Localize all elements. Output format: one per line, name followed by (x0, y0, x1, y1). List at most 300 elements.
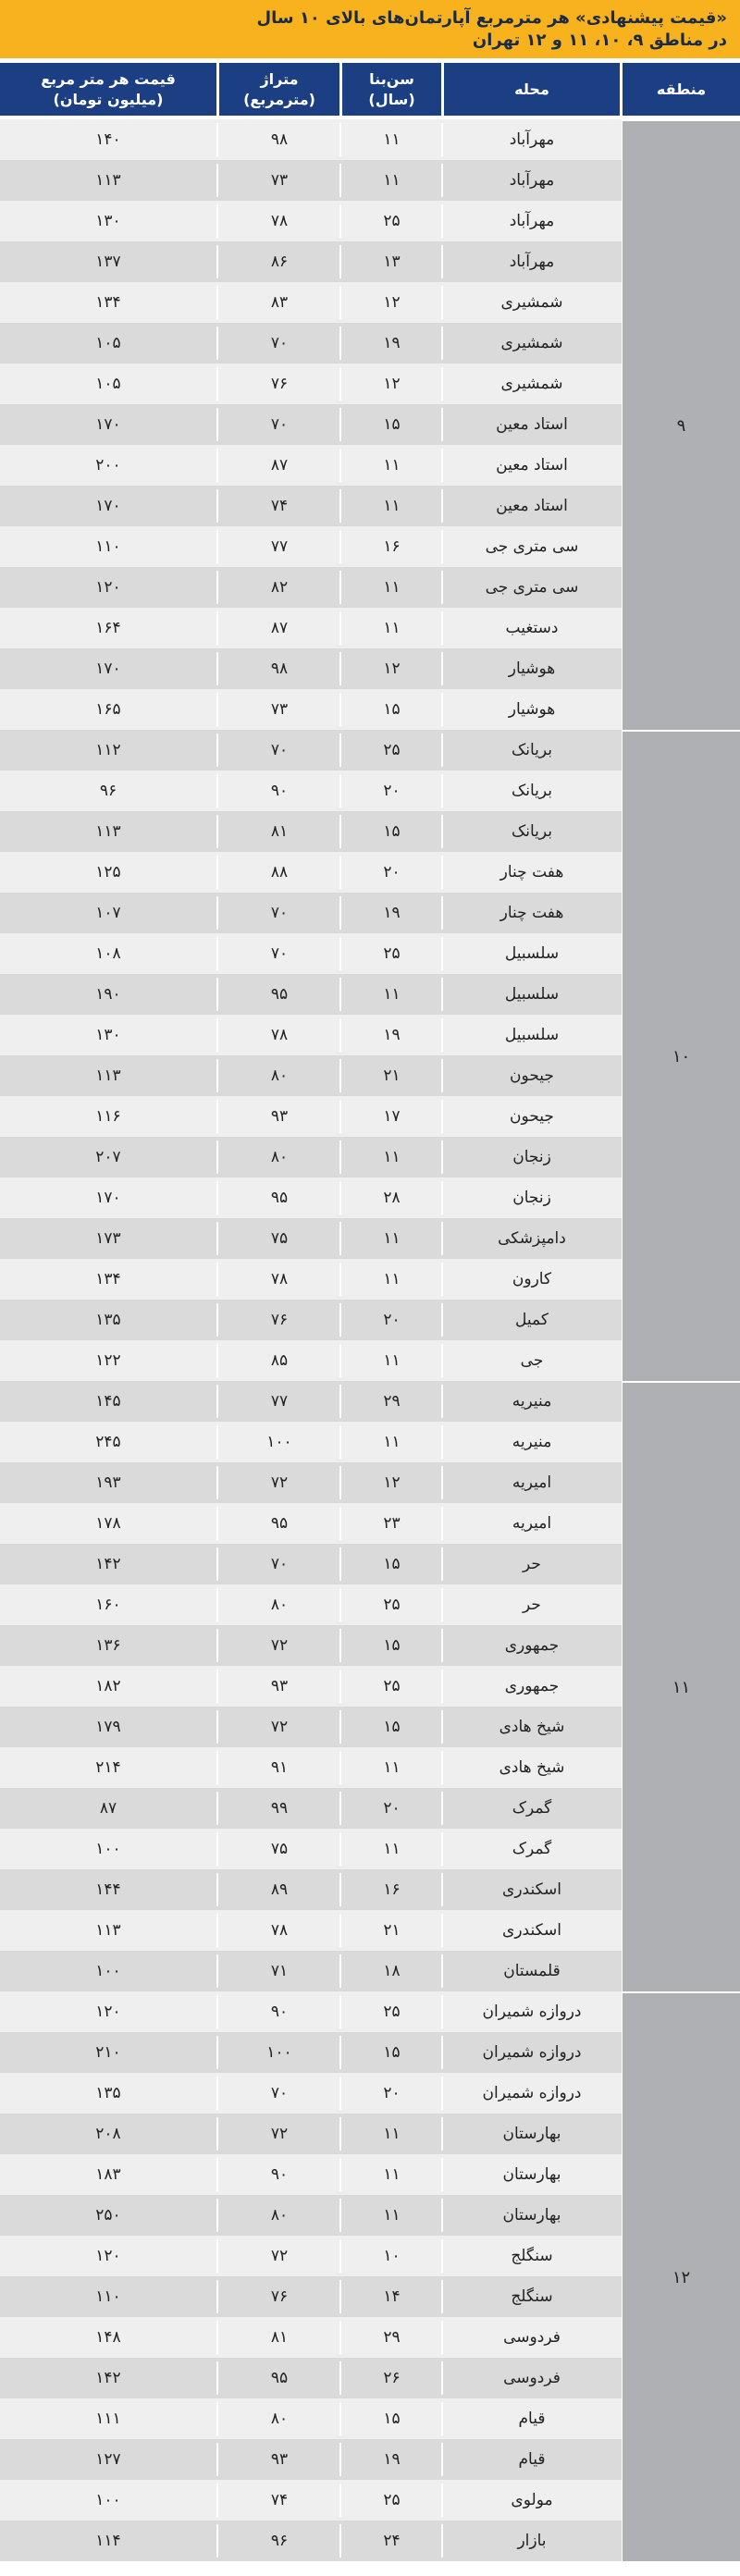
column-divider (339, 1547, 341, 1581)
column-divider (216, 1547, 218, 1581)
column-divider (339, 1914, 341, 1947)
cell-age: ۲۵ (383, 2003, 401, 2021)
cell-area: ۹۳ (270, 2450, 289, 2469)
cell-age: ۱۹ (383, 904, 401, 922)
column-divider (216, 611, 218, 645)
column-divider (216, 123, 218, 156)
cell-age: ۱۲ (383, 375, 401, 393)
table-row (0, 1707, 622, 1747)
column-divider (339, 1832, 341, 1866)
cell-neighborhood: دروازه شمیران (482, 2003, 582, 2021)
table-row (0, 1015, 622, 1055)
table-row (0, 445, 622, 486)
cell-price: ۲۵۰ (95, 2206, 121, 2225)
table-row (0, 770, 622, 811)
table-row (0, 2521, 622, 2561)
cell-neighborhood: سی متری جی (485, 537, 579, 556)
cell-area: ۷۴ (270, 2491, 289, 2509)
cell-age: ۱۱ (383, 1229, 401, 1248)
cell-area: ۷۲ (270, 1718, 289, 1736)
table-row (0, 1910, 622, 1951)
column-divider (339, 1018, 341, 1052)
column-divider (339, 1670, 341, 1703)
cell-price: ۱۳۵ (95, 2084, 121, 2102)
cell-price: ۲۴۵ (95, 1433, 121, 1451)
column-divider (441, 2280, 443, 2313)
column-divider (441, 1222, 443, 1255)
column-divider (216, 1588, 218, 1621)
cell-area: ۹۳ (270, 1677, 289, 1695)
column-divider (339, 815, 341, 848)
column-divider (441, 896, 443, 930)
column-divider (216, 2484, 218, 2517)
column-divider (216, 1385, 218, 1418)
table-row (0, 689, 622, 730)
column-divider (339, 123, 341, 156)
column-divider (441, 571, 443, 604)
cell-neighborhood: دستغیب (505, 619, 559, 637)
cell-area: ۸۹ (270, 1880, 289, 1899)
cell-area: ۷۷ (270, 537, 289, 556)
cell-area: ۷۳ (270, 700, 289, 719)
table-row (0, 1218, 622, 1259)
column-divider (216, 1792, 218, 1825)
cell-area: ۸۶ (270, 253, 289, 271)
column-divider (441, 2158, 443, 2191)
table-row (0, 160, 622, 201)
table-row (0, 1462, 622, 1503)
zone-cell: ۱۲ (623, 1991, 740, 2561)
cell-age: ۱۱ (383, 2206, 401, 2225)
cell-area: ۸۳ (270, 293, 289, 312)
cell-price: ۱۲۰ (95, 2003, 121, 2021)
cell-price: ۱۱۴ (95, 2532, 121, 2550)
cell-area: ۷۸ (270, 1921, 289, 1940)
cell-price: ۱۸۳ (95, 2165, 121, 2184)
table-row (0, 648, 622, 689)
column-divider (216, 2199, 218, 2232)
column-divider (441, 367, 443, 401)
column-divider (339, 2524, 341, 2558)
column-divider (339, 367, 341, 401)
table-row (0, 852, 622, 893)
table-row (0, 2195, 622, 2236)
cell-area: ۷۶ (270, 2287, 289, 2306)
column-divider (339, 774, 341, 807)
cell-age: ۲۰ (383, 782, 401, 800)
cell-age: ۲۹ (383, 1392, 401, 1411)
cell-area: ۷۰ (270, 2084, 289, 2102)
cell-area: ۷۵ (270, 1229, 289, 1248)
column-divider (441, 2402, 443, 2435)
column-divider (216, 1832, 218, 1866)
table-row (0, 201, 622, 241)
cell-price: ۱۳۰ (95, 212, 121, 230)
column-divider (441, 2524, 443, 2558)
cell-neighborhood: سنگلج (511, 2287, 553, 2306)
cell-age: ۲۶ (383, 2369, 401, 2387)
column-divider (441, 815, 443, 848)
table-row (0, 282, 622, 323)
column-divider (339, 571, 341, 604)
column-divider (216, 1873, 218, 1906)
cell-area: ۹۰ (270, 782, 289, 800)
cell-age: ۱۰ (383, 2247, 401, 2265)
column-divider (339, 1263, 341, 1296)
column-divider (441, 1995, 443, 2028)
cell-price: ۲۰۷ (95, 1148, 121, 1166)
cell-neighborhood: بریانک (512, 822, 552, 841)
cell-neighborhood: سلسبیل (504, 1026, 560, 1044)
cell-price: ۱۴۴ (95, 1880, 121, 1899)
column-divider (441, 1588, 443, 1621)
cell-neighborhood: دروازه شمیران (482, 2084, 582, 2102)
cell-age: ۲۰ (383, 863, 401, 881)
cell-age: ۱۶ (383, 1880, 401, 1899)
cell-age: ۱۱ (383, 1148, 401, 1166)
cell-neighborhood: استاد معین (496, 497, 568, 515)
column-divider (339, 1792, 341, 1825)
table-row (0, 1544, 622, 1584)
cell-age: ۱۷ (383, 1107, 401, 1126)
column-divider (216, 327, 218, 360)
cell-neighborhood: شمشیری (500, 334, 563, 352)
column-divider (216, 1914, 218, 1947)
cell-price: ۱۱۳ (95, 1921, 121, 1940)
cell-age: ۱۱ (383, 1270, 401, 1288)
column-divider (441, 1547, 443, 1581)
column-divider (216, 1222, 218, 1255)
cell-price: ۱۱۶ (95, 1107, 121, 1126)
column-divider (441, 204, 443, 238)
zone-cell: ۱۰ (623, 730, 740, 1381)
column-divider (339, 2158, 341, 2191)
column-divider (441, 1629, 443, 1662)
cell-age: ۲۰ (383, 1311, 401, 1329)
column-divider (339, 1181, 341, 1214)
cell-neighborhood: امیریه (512, 1514, 552, 1533)
cell-area: ۷۰ (270, 904, 289, 922)
cell-area: ۷۰ (270, 741, 289, 759)
column-divider (339, 1629, 341, 1662)
cell-price: ۱۷۹ (95, 1718, 121, 1736)
cell-price: ۸۷ (99, 1799, 117, 1818)
column-divider (339, 530, 341, 563)
column-divider (216, 2036, 218, 2069)
cell-age: ۱۲ (383, 293, 401, 312)
table-row (0, 1869, 622, 1910)
cell-neighborhood: جیحون (510, 1066, 554, 1085)
cell-area: ۸۸ (270, 863, 289, 881)
cell-area: ۹۳ (270, 1107, 289, 1126)
cell-age: ۱۵ (383, 1555, 401, 1573)
cell-neighborhood: دامپزشکی (498, 1229, 566, 1248)
column-divider (441, 408, 443, 441)
column-divider (441, 1710, 443, 1744)
cell-age: ۱۵ (383, 822, 401, 841)
header-age: سن‌بنا (سال) (342, 63, 441, 116)
column-divider (216, 1507, 218, 1540)
column-divider (441, 530, 443, 563)
column-divider (216, 1466, 218, 1499)
column-divider (441, 652, 443, 685)
cell-age: ۱۱ (383, 578, 401, 597)
table-row (0, 1137, 622, 1177)
cell-age: ۲۵ (383, 212, 401, 230)
table-row (0, 1177, 622, 1218)
cell-area: ۷۰ (270, 944, 289, 963)
table-row (0, 1381, 622, 1422)
column-divider (441, 1792, 443, 1825)
table-row (0, 1625, 622, 1666)
table-row (0, 2317, 622, 2358)
column-divider (216, 1425, 218, 1459)
column-divider (216, 733, 218, 767)
cell-age: ۱۵ (383, 1718, 401, 1736)
cell-price: ۹۶ (99, 782, 117, 800)
column-divider (339, 1995, 341, 2028)
title-bar (0, 0, 740, 58)
cell-neighborhood: قیام (518, 2410, 546, 2428)
column-divider (441, 693, 443, 726)
cell-neighborhood: حر (523, 1555, 541, 1573)
cell-neighborhood: بریانک (512, 782, 552, 800)
cell-neighborhood: منیریه (512, 1433, 552, 1451)
cell-age: ۱۲ (383, 1473, 401, 1492)
column-divider (441, 1425, 443, 1459)
table-row (0, 811, 622, 852)
column-divider (216, 1018, 218, 1052)
column-divider (441, 1263, 443, 1296)
column-divider (216, 164, 218, 197)
column-divider (441, 245, 443, 278)
cell-age: ۱۱ (383, 2125, 401, 2143)
cell-price: ۱۹۳ (95, 1473, 121, 1492)
cell-age: ۲۵ (383, 1596, 401, 1614)
column-divider (441, 2199, 443, 2232)
cell-price: ۱۴۲ (95, 2369, 121, 2387)
cell-area: ۷۸ (270, 1270, 289, 1288)
table-row (0, 1259, 622, 1300)
column-divider (216, 693, 218, 726)
cell-price: ۱۴۵ (95, 1392, 121, 1411)
header-zone: منطقه (623, 63, 740, 116)
column-divider (339, 1751, 341, 1784)
table-row (0, 1829, 622, 1869)
cell-price: ۲۱۴ (95, 1758, 121, 1777)
cell-area: ۷۴ (270, 497, 289, 515)
column-divider (441, 2361, 443, 2395)
cell-age: ۲۳ (383, 1514, 401, 1533)
cell-area: ۸۱ (270, 2328, 289, 2347)
cell-age: ۱۱ (383, 1840, 401, 1858)
column-divider (339, 856, 341, 889)
column-divider (441, 2321, 443, 2354)
table-row (0, 2073, 622, 2114)
cell-age: ۲۹ (383, 2328, 401, 2347)
table-row (0, 2358, 622, 2398)
cell-neighborhood: شیخ هادی (499, 1718, 565, 1736)
table-row (0, 1300, 622, 1340)
column-divider (216, 449, 218, 482)
column-divider (216, 1303, 218, 1337)
column-divider (339, 2239, 341, 2273)
column-divider (441, 1507, 443, 1540)
column-divider (441, 733, 443, 767)
cell-neighborhood: هفت چنار (500, 904, 564, 922)
cell-price: ۱۷۸ (95, 1514, 121, 1533)
cell-age: ۱۱ (383, 130, 401, 149)
cell-area: ۷۶ (270, 1311, 289, 1329)
cell-price: ۲۰۰ (95, 456, 121, 475)
cell-area: ۹۵ (270, 1514, 289, 1533)
header-neighborhood: محله (444, 63, 620, 116)
column-divider (441, 2077, 443, 2110)
cell-neighborhood: سلسبیل (504, 944, 560, 963)
column-divider (216, 2280, 218, 2313)
column-divider (339, 1954, 341, 1988)
column-divider (339, 1466, 341, 1499)
cell-area: ۹۰ (270, 2165, 289, 2184)
cell-area: ۹۸ (270, 659, 289, 678)
cell-area: ۷۱ (270, 1962, 289, 1980)
column-divider (216, 1954, 218, 1988)
column-divider (441, 611, 443, 645)
column-divider (216, 937, 218, 970)
table-row (0, 893, 622, 933)
cell-price: ۱۷۰ (95, 415, 121, 434)
cell-price: ۱۰۸ (95, 944, 121, 963)
cell-neighborhood: زنجان (512, 1148, 551, 1166)
cell-price: ۱۴۲ (95, 1555, 121, 1573)
cell-area: ۸۰ (270, 2206, 289, 2225)
cell-price: ۱۲۰ (95, 2247, 121, 2265)
cell-area: ۷۲ (270, 1473, 289, 1492)
column-divider (216, 1181, 218, 1214)
cell-neighborhood: استاد معین (496, 456, 568, 475)
cell-neighborhood: زنجان (512, 1189, 551, 1207)
column-divider (339, 2361, 341, 2395)
column-divider (216, 1751, 218, 1784)
cell-price: ۱۶۴ (95, 619, 121, 637)
cell-neighborhood: بازار (517, 2532, 547, 2550)
cell-price: ۱۷۰ (95, 497, 121, 515)
column-divider (339, 408, 341, 441)
column-divider (441, 1018, 443, 1052)
cell-price: ۱۳۰ (95, 1026, 121, 1044)
column-divider (216, 652, 218, 685)
cell-age: ۲۰ (383, 2084, 401, 2102)
table-header-row (0, 58, 740, 119)
table-row (0, 1788, 622, 1829)
column-divider (216, 856, 218, 889)
cell-age: ۱۱ (383, 2165, 401, 2184)
table-row (0, 119, 622, 160)
column-divider (339, 896, 341, 930)
table-row (0, 1422, 622, 1462)
table-row (0, 323, 622, 364)
column-divider (339, 489, 341, 523)
cell-neighborhood: استاد معین (496, 415, 568, 434)
cell-age: ۱۱ (383, 619, 401, 637)
column-divider (216, 1710, 218, 1744)
cell-price: ۲۱۰ (95, 2043, 121, 2062)
column-divider (441, 978, 443, 1011)
cell-neighborhood: شیخ هادی (499, 1758, 565, 1777)
cell-price: ۱۱۰ (95, 537, 121, 556)
table-row (0, 2154, 622, 2195)
cell-area: ۷۲ (270, 2125, 289, 2143)
column-divider (216, 571, 218, 604)
table-row (0, 1991, 622, 2032)
cell-price: ۱۳۵ (95, 1311, 121, 1329)
column-divider (339, 652, 341, 685)
column-divider (216, 2402, 218, 2435)
cell-price: ۱۲۲ (95, 1351, 121, 1370)
cell-area: ۷۶ (270, 375, 289, 393)
cell-price: ۱۷۳ (95, 1229, 121, 1248)
cell-age: ۱۴ (383, 2287, 401, 2306)
column-divider (339, 2402, 341, 2435)
cell-neighborhood: سنگلج (511, 2247, 553, 2265)
cell-neighborhood: بهارستان (502, 2165, 561, 2184)
cell-price: ۱۰۰ (95, 2491, 121, 2509)
cell-price: ۱۱۰ (95, 2287, 121, 2306)
cell-age: ۱۱ (383, 497, 401, 515)
cell-neighborhood: فردوسی (503, 2369, 561, 2387)
table-row (0, 2032, 622, 2073)
table-row (0, 486, 622, 526)
column-divider (339, 1385, 341, 1418)
cell-price: ۱۲۷ (95, 2450, 121, 2469)
cell-neighborhood: جمهوری (504, 1636, 560, 1655)
cell-neighborhood: فردوسی (503, 2328, 561, 2347)
column-divider (339, 2484, 341, 2517)
column-divider (441, 123, 443, 156)
column-divider (339, 286, 341, 319)
cell-area: ۹۱ (270, 1758, 289, 1777)
cell-neighborhood: شمشیری (500, 375, 563, 393)
column-divider (339, 1303, 341, 1337)
cell-area: ۹۵ (270, 2369, 289, 2387)
cell-price: ۱۱۳ (95, 171, 121, 190)
column-divider (339, 245, 341, 278)
cell-age: ۱۱ (383, 1351, 401, 1370)
cell-neighborhood: گمرک (512, 1799, 552, 1818)
column-divider (441, 2117, 443, 2151)
column-divider (216, 2239, 218, 2273)
column-divider (216, 978, 218, 1011)
cell-area: ۹۸ (270, 130, 289, 149)
cell-neighborhood: بریانک (512, 741, 552, 759)
cell-price: ۱۳۶ (95, 1636, 121, 1655)
column-divider (339, 449, 341, 482)
column-divider (441, 1670, 443, 1703)
column-divider (441, 449, 443, 482)
column-divider (441, 1140, 443, 1174)
column-divider (441, 1059, 443, 1092)
cell-neighborhood: هوشیار (508, 659, 556, 678)
column-divider (441, 1100, 443, 1133)
column-divider (339, 1222, 341, 1255)
cell-price: ۲۰۸ (95, 2125, 121, 2143)
header-price: قیمت هر متر مربع (میلیون تومان) (0, 63, 216, 116)
cell-age: ۱۱ (383, 456, 401, 475)
column-divider (216, 2321, 218, 2354)
table-row (0, 1055, 622, 1096)
cell-price: ۱۸۲ (95, 1677, 121, 1695)
column-divider (339, 1344, 341, 1377)
